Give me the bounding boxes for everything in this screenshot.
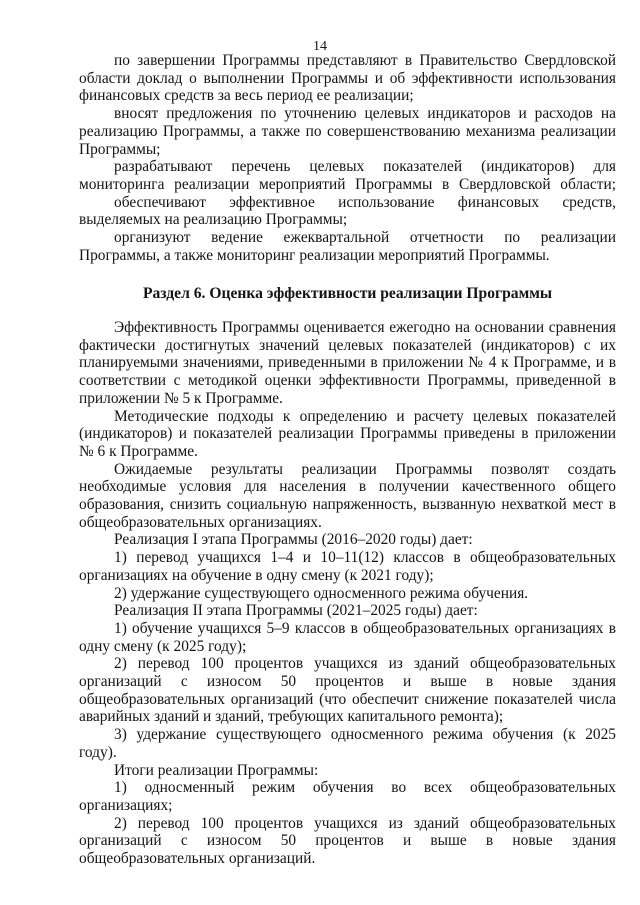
page-number: 14 bbox=[313, 39, 327, 54]
paragraph: Реализация I этапа Программы (2016–2020 годы) дает: bbox=[114, 531, 473, 549]
paragraph: разрабатывают перечень целевых показателей (индикаторов) для мониторинга реализации мероприятий Программы в Свердловской области; bbox=[79, 158, 616, 193]
section-heading: Раздел 6. Оценка эффективности реализации Программы bbox=[142, 285, 552, 302]
paragraph: Эффективность Программы оценивается ежегодно на основании сравнения фактически достигнутых значений целевых показателей (индикаторов) с их планируемыми значениями, приведенными в приложении № 4 к Программе, и в соответствии с методикой оценки эффективности Программы, приведенной в приложении № 5 к Программе. bbox=[79, 319, 616, 407]
paragraph: Ожидаемые результаты реализации Программы позволят создать необходимые условия для населения в получении качественного общего образования, снизить социальную напряженность, вызванную нехваткой мест в общеобразовательных организациях. bbox=[79, 460, 616, 531]
paragraph: по завершении Программы представляют в Правительство Свердловской области доклад о выполнении Программы и об эффективности использования финансовых средств за весь период ее реализации; bbox=[79, 52, 616, 105]
paragraph: обеспечивают эффективное использование финансовых средств, выделяемых на реализацию Программы; bbox=[79, 193, 616, 229]
paragraph: организуют ведение ежеквартальной отчетности по реализации Программы, а также мониторинг реализации мероприятий Программы. bbox=[79, 229, 616, 264]
evaluation-section bbox=[79, 319, 616, 868]
paragraph: Итоги реализации Программы: bbox=[114, 761, 319, 779]
list-item: 3) удержание существующего односменного режима обучения (к 2025 году). bbox=[79, 726, 616, 761]
list-item: 2) перевод 100 процентов учащихся из зданий общеобразовательных организаций с износом 50 процентов и выше в новые здания общеобразовательных организаций. bbox=[79, 814, 616, 868]
list-item: 1) перевод учащихся 1–4 и 10–11(12) классов в общеобразовательных организациях на обучение в одну смену (к 2021 году); bbox=[79, 549, 616, 584]
paragraph: вносят предложения по уточнению целевых индикаторов и расходов на реализацию Программы, а также по совершенствованию механизма реализации Программы; bbox=[79, 105, 616, 158]
paragraph: Реализация II этапа Программы (2021–2025 годы) дает: bbox=[114, 602, 478, 620]
responsibilities-section bbox=[79, 52, 616, 264]
list-item: 1) односменный режим обучения во всех общеобразовательных организациях; bbox=[79, 779, 616, 814]
list-item: 2) удержание существующего односменного режима обучения. bbox=[114, 584, 529, 602]
list-item: 1) обучение учащихся 5–9 классов в общеобразовательных организациях в одну смену (к 2025 году); bbox=[79, 619, 616, 655]
paragraph: Методические подходы к определению и расчету целевых показателей (индикаторов) и показателей реализации Программы приведены в приложении № 6 к Программе. bbox=[79, 407, 616, 460]
list-item: 2) перевод 100 процентов учащихся из зданий общеобразовательных организаций с износом 50 процентов и выше в новые здания общеобразовательных организаций (что обеспечит снижение показателей числа аварийных зданий и зданий, требующих капитального ремонта); bbox=[79, 655, 616, 726]
